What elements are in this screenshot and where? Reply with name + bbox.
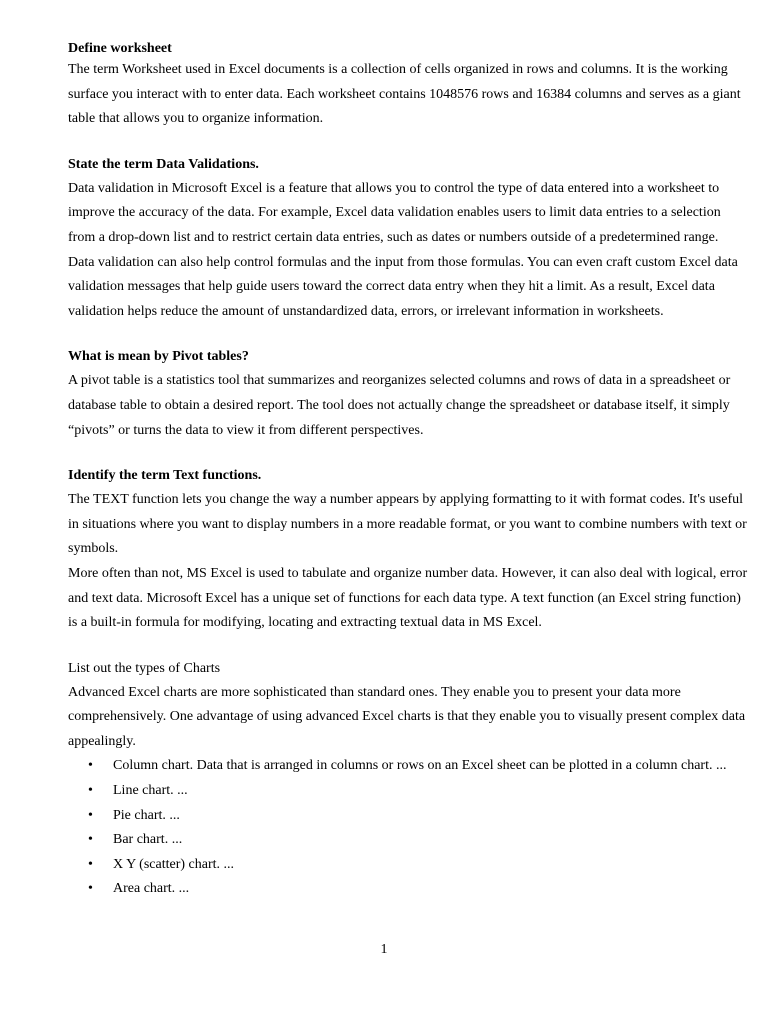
section-paragraph: A pivot table is a statistics tool that summarizes and reorganizes selected columns and rows of data in a spreadsheet or database table to obtain a desired report. The tool does not actually change the spreadsheet or database itself, it simply “pivots” or turns the data to view it from different perspectives. (68, 373, 731, 438)
bullet-icon: • (88, 807, 93, 823)
section-paragraph: The term Worksheet used in Excel documents is a collection of cells organized in rows and columns. It is the working surface you interact with to enter data. Each worksheet contains 1048576 rows and 16384 columns and serves as a giant table that allows you to organize information. (68, 62, 741, 127)
section-heading: List out the types of Charts (68, 660, 221, 676)
section-heading: What is mean by Pivot tables? (68, 349, 249, 365)
document-page (68, 40, 748, 926)
bullet-icon: • (88, 832, 93, 848)
list-item-text: Bar chart. ... (113, 832, 183, 848)
bullet-icon: • (88, 783, 93, 799)
bullet-icon: • (88, 881, 93, 897)
section-text-functions (68, 467, 748, 636)
section-chart-types (68, 660, 748, 902)
section-heading: Identify the term Text functions. (68, 468, 262, 484)
list-item-text: Pie chart. ... (113, 807, 180, 823)
list-item (68, 779, 748, 804)
section-paragraph: More often than not, MS Excel is used to tabulate and organize number data. However, it can also deal with logical, error and text data. Microsoft Excel has a unique set of functions for each data type. A text function (an Excel string function) is a built-in formula for modifying, locating and extracting textual data in MS Excel. (68, 565, 748, 631)
section-define-worksheet (68, 40, 748, 132)
list-item (68, 853, 748, 878)
section-paragraph: Data validation in Microsoft Excel is a feature that allows you to control the type of data entered into a worksheet to improve the accuracy of the data. For example, Excel data validation enables users to limit data entries to a selection from a drop-down list and to restrict certain data entries, such as dates or numbers outside of a predetermined range. Data validation can also help control formulas and the input from those formulas. You can even craft custom Excel data validation messages that help guide users toward the correct data entry when they hit a limit. As a result, Excel data validation helps reduce the amount of unstandardized data, errors, or irrelevant information in worksheets. (68, 180, 738, 319)
section-data-validations (68, 156, 748, 325)
page-number: 1 (380, 942, 388, 957)
chart-types-list (68, 754, 748, 902)
list-item-text: Area chart. ... (113, 881, 190, 897)
bullet-icon: • (88, 856, 93, 872)
list-item (68, 828, 748, 853)
section-pivot-tables (68, 348, 748, 443)
list-item (68, 877, 748, 902)
bullet-icon: • (88, 758, 93, 774)
list-item-text: X Y (scatter) chart. ... (113, 856, 235, 872)
list-item-text: Line chart. ... (113, 783, 188, 799)
section-paragraph: Advanced Excel charts are more sophisticated than standard ones. They enable you to present your data more comprehensively. One advantage of using advanced Excel charts is that they enable you to visually present complex data appealingly. (68, 684, 746, 749)
list-item-text: Column chart. Data that is arranged in columns or rows on an Excel sheet can be plotted in a column chart. ... (113, 758, 727, 774)
section-heading: State the term Data Validations. (68, 156, 259, 172)
section-heading: Define worksheet (68, 41, 172, 56)
list-item (68, 804, 748, 829)
list-item (68, 754, 748, 779)
section-paragraph: The TEXT function lets you change the way a number appears by applying formatting to it with format codes. It's useful in situations where you want to display numbers in a more readable format, or you want to combine numbers with text or symbols. (68, 492, 747, 557)
